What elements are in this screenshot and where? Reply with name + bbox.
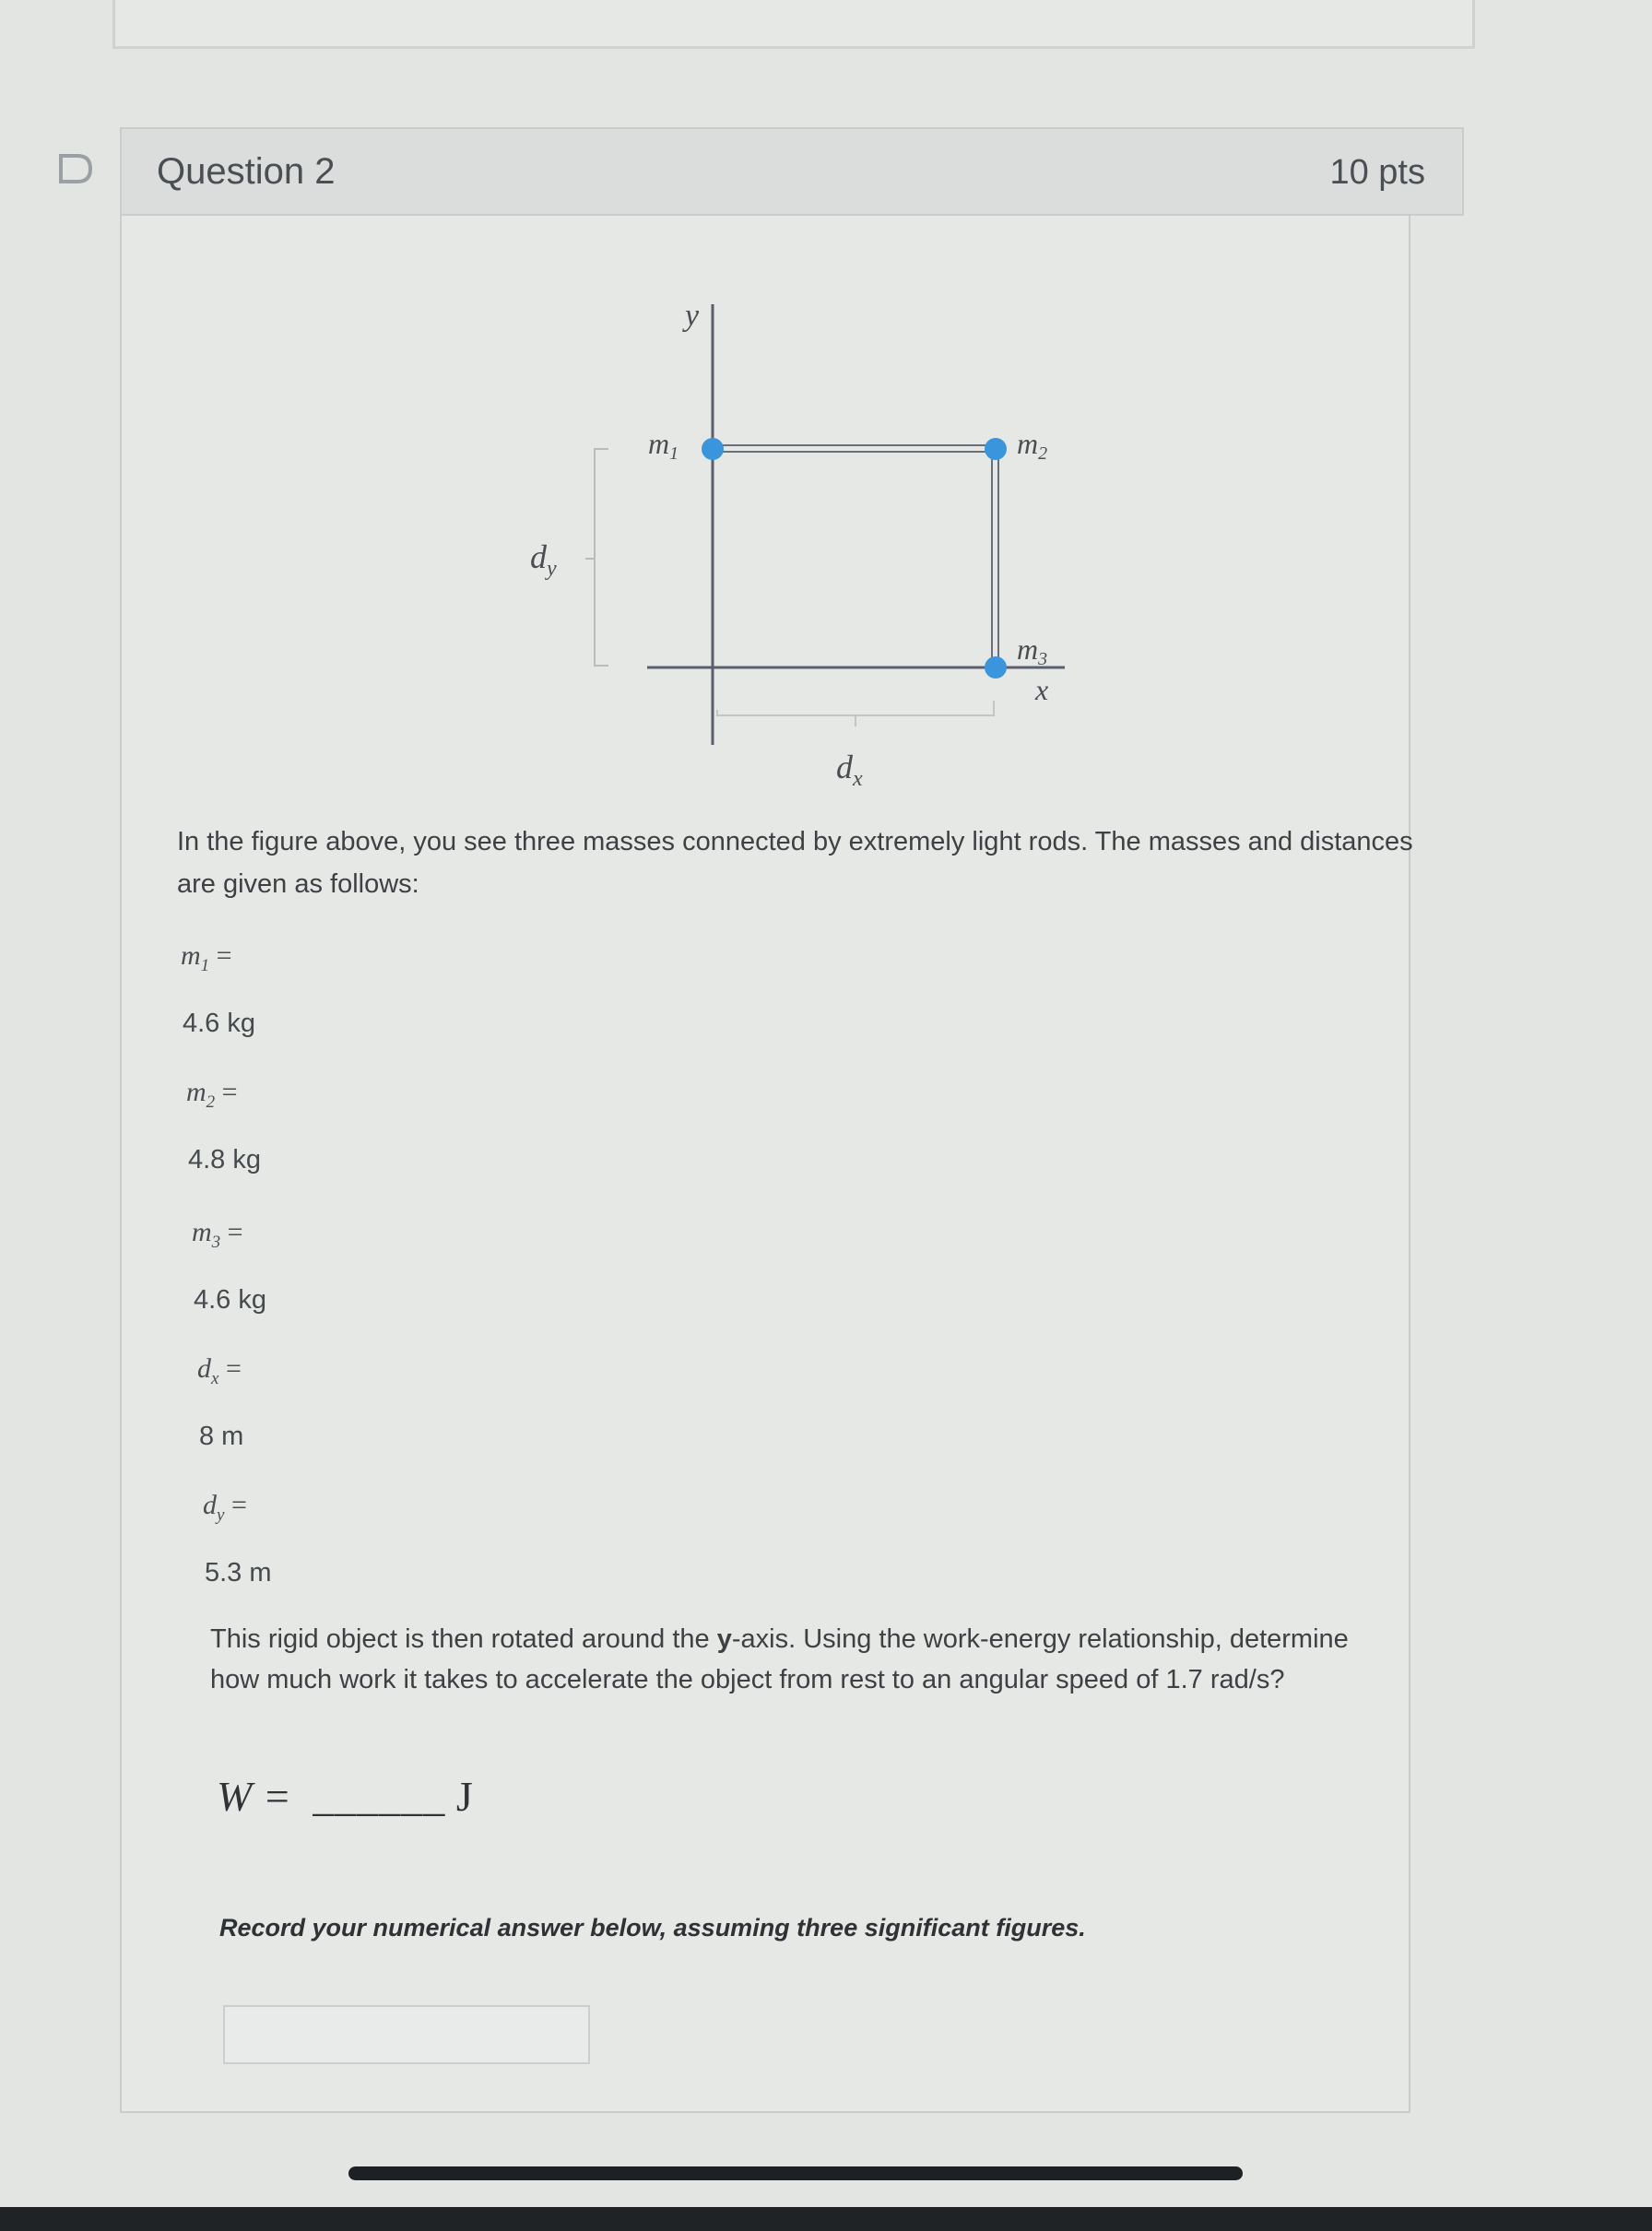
- mass-m2: [985, 438, 1007, 460]
- given-symbol: $m_1$ =: [181, 940, 232, 975]
- given-value: 4.8 kg: [188, 1145, 261, 1175]
- question-header: [120, 127, 1464, 216]
- equation-unit: J: [455, 1773, 473, 1820]
- instruction-text: Record your numerical answer below, assuming three significant figures.: [219, 1914, 1086, 1942]
- mass-rod-figure: [498, 295, 1088, 811]
- m2-label: m2: [1017, 427, 1048, 464]
- given-value: 8 m: [199, 1422, 244, 1451]
- dy-bracket: [585, 449, 608, 666]
- question-points: 10 pts: [1329, 153, 1425, 192]
- given-symbol: $d_x$ =: [197, 1353, 242, 1388]
- question-title: Question 2: [157, 151, 336, 192]
- dx-bracket: [717, 701, 994, 726]
- given-value: 4.6 kg: [183, 1009, 255, 1038]
- intro-text: In the figure above, you see three masses connected by extremely light rods. The masses and distances are given as follows:: [177, 827, 1413, 899]
- given-symbol: $m_3$ =: [192, 1217, 243, 1252]
- x-axis-label: x: [1035, 673, 1049, 706]
- mass-m1: [702, 438, 724, 460]
- work-equation: [217, 1772, 473, 1821]
- flag-question-icon[interactable]: [57, 153, 94, 184]
- given-symbol: $m_2$ =: [186, 1077, 238, 1112]
- equation-lhs: W =: [217, 1773, 291, 1820]
- given-value: 4.6 kg: [194, 1285, 266, 1315]
- equation-blank: ______: [313, 1773, 446, 1820]
- home-indicator[interactable]: [348, 2166, 1243, 2180]
- mass-m3: [985, 656, 1007, 679]
- screen-bezel: [0, 2207, 1652, 2231]
- dx-label: $d_x$: [836, 749, 863, 791]
- y-axis-label: y: [685, 299, 700, 333]
- given-symbol: $d_y$ =: [203, 1490, 247, 1525]
- dy-label: $d_y$: [530, 538, 557, 581]
- m3-label: m3: [1017, 632, 1048, 669]
- given-value: 5.3 m: [205, 1558, 272, 1588]
- m1-label: m1: [648, 427, 679, 464]
- prompt-text: This rigid object is then rotated around the y-axis. Using the work-energy relationship, determine how much work it takes to accelerate the object from rest to an angular speed of 1.7 rad/s?: [210, 1624, 1349, 1694]
- answer-input[interactable]: [223, 2005, 590, 2064]
- previous-question-box: [112, 0, 1475, 49]
